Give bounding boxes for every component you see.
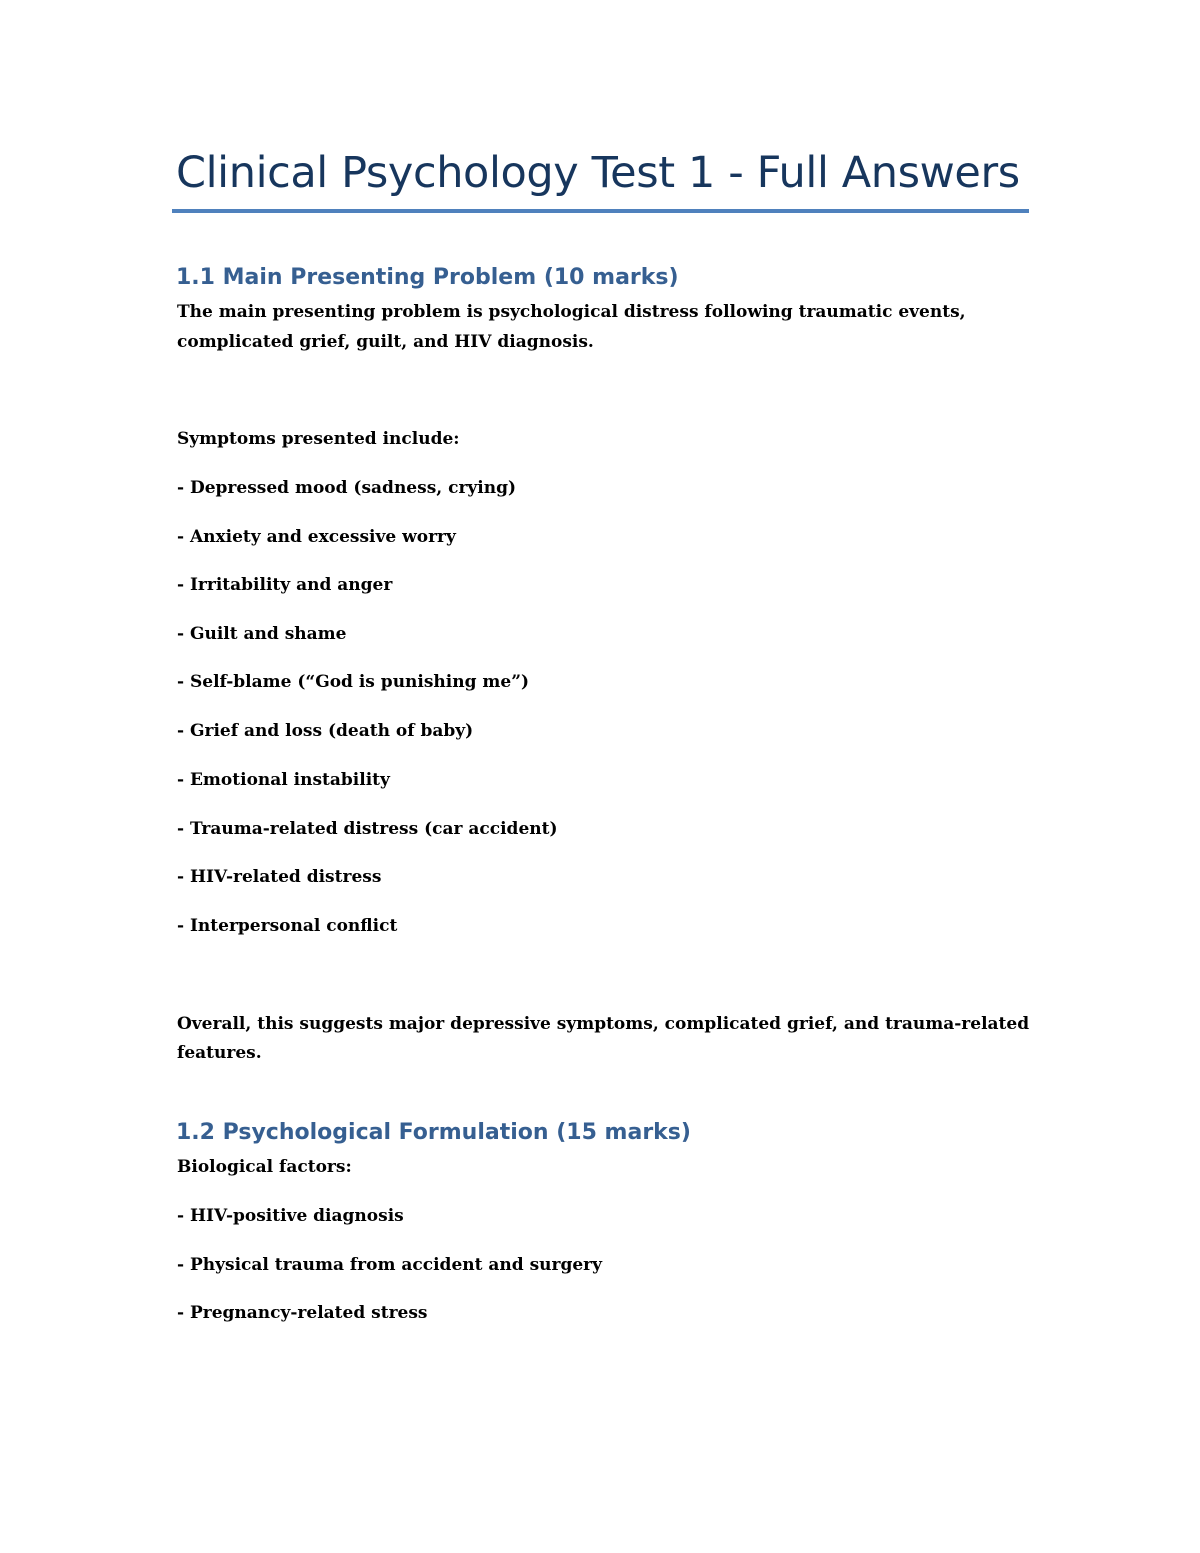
list-item: - Emotional instability (177, 770, 390, 790)
list-item: - Depressed mood (sadness, crying) (177, 478, 517, 498)
list-item: - HIV-positive diagnosis (177, 1206, 404, 1226)
title-underline (172, 209, 1029, 213)
summary-paragraph-line-1: Overall, this suggests major depressive symptoms, complicated grief, and trauma-related (177, 1014, 1030, 1034)
list-item: - Pregnancy-related stress (177, 1303, 428, 1323)
list-item: - Grief and loss (death of baby) (177, 721, 474, 741)
intro-paragraph-line-1: The main presenting problem is psychological distress following traumatic events, (177, 302, 966, 322)
biological-factors-label: Biological factors: (177, 1157, 352, 1177)
list-item: - Interpersonal conflict (177, 916, 398, 936)
document-title: Clinical Psychology Test 1 - Full Answers (176, 148, 1020, 198)
list-item: - Self-blame (“God is punishing me”) (177, 672, 530, 692)
section-heading-psychological-formulation: 1.2 Psychological Formulation (15 marks) (176, 1120, 691, 1145)
summary-paragraph-line-2: features. (177, 1043, 262, 1063)
list-item: - Irritability and anger (177, 575, 393, 595)
list-item: - Anxiety and excessive worry (177, 527, 456, 547)
symptoms-label: Symptoms presented include: (177, 429, 460, 449)
list-item: - Physical trauma from accident and surgery (177, 1255, 602, 1275)
intro-paragraph-line-2: complicated grief, guilt, and HIV diagnosis. (177, 332, 594, 352)
list-item: - Trauma-related distress (car accident) (177, 819, 558, 839)
list-item: - Guilt and shame (177, 624, 347, 644)
list-item: - HIV-related distress (177, 867, 382, 887)
section-heading-main-presenting-problem: 1.1 Main Presenting Problem (10 marks) (176, 265, 679, 290)
